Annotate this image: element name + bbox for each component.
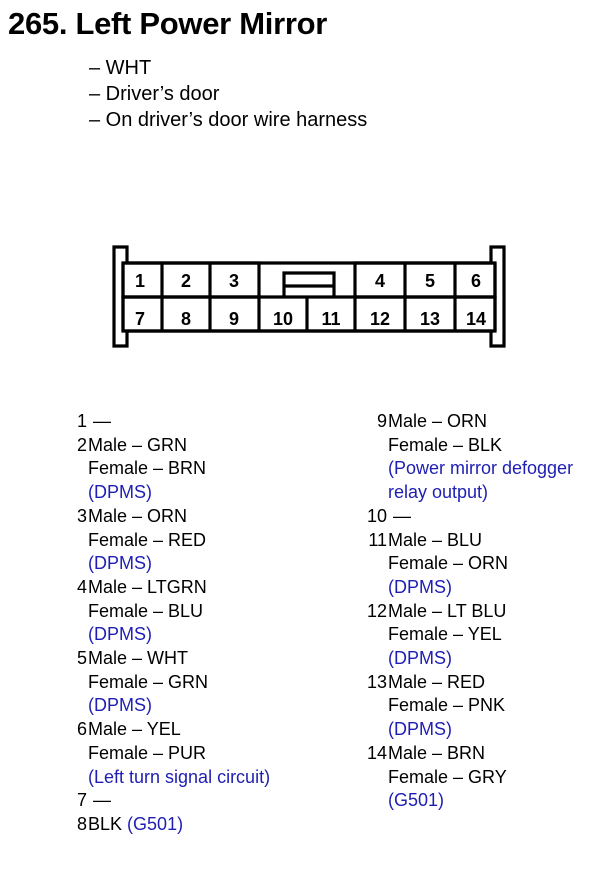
pin-number: 12 (366, 600, 387, 621)
pin-entry (66, 505, 270, 576)
pin-note: relay output) (388, 482, 489, 503)
pin-note: (G501) (388, 790, 445, 811)
pin-wire: Female – BRN (88, 458, 207, 479)
pin-note: (DPMS) (88, 624, 152, 645)
pin-number: 10 (366, 505, 387, 526)
pin-wire: Male – BLU (388, 529, 483, 550)
pin-list-right (356, 410, 573, 813)
pin-note: (Power mirror defogger (388, 458, 574, 479)
pin-wire: — (93, 790, 111, 811)
pin-8-label: 8 (180, 309, 192, 329)
pin-entry (66, 789, 270, 813)
pin-wire: Female – RED (88, 529, 207, 550)
pin-10-label: 10 (272, 309, 294, 329)
pin-wire: Female – GRN (88, 671, 209, 692)
pin-entry (66, 813, 270, 837)
pin-wire: Female – PUR (88, 742, 207, 763)
pin-number: 7 (76, 790, 87, 811)
pin-entry (66, 434, 270, 505)
pin-wire: Female – YEL (388, 624, 502, 645)
pin-wire: Female – ORN (388, 553, 509, 574)
pin-9-label: 9 (228, 309, 240, 329)
pin-entry (356, 505, 573, 529)
pin-note: (DPMS) (88, 695, 152, 716)
pin-note: (Left turn signal circuit) (88, 766, 271, 787)
pin-entry (66, 647, 270, 718)
pin-wire: Male – YEL (88, 719, 181, 740)
pin-3-label: 3 (228, 271, 240, 291)
pin-13-label: 13 (419, 309, 441, 329)
pin-wire: Female – BLK (388, 434, 503, 455)
pin-number: 11 (368, 529, 387, 550)
pin-note: (DPMS) (88, 482, 152, 503)
connector-color: – WHT (89, 57, 152, 79)
connector-diagram (0, 0, 615, 360)
pin-number: 1 (76, 411, 87, 431)
pin-number: 14 (366, 742, 387, 763)
pin-11-label: 11 (321, 309, 341, 329)
pin-14-label: 14 (465, 309, 487, 329)
pin-wire: BLK (88, 813, 123, 834)
pin-note: (G501) (127, 813, 184, 834)
pin-4-label: 4 (374, 271, 386, 291)
pin-note: (DPMS) (388, 576, 452, 597)
pin-wire: Female – PNK (388, 695, 506, 716)
pin-number: 6 (76, 719, 87, 740)
connector-location: – Driver’s door (89, 83, 220, 105)
pin-5-label: 5 (424, 271, 436, 291)
pin-wire: Male – ORN (88, 505, 188, 526)
pin-wire: Female – GRY (388, 766, 507, 787)
pin-number: 8 (76, 813, 87, 834)
pin-12-label: 12 (369, 309, 391, 329)
pin-entry (356, 529, 573, 600)
pin-wire: Male – BRN (388, 742, 486, 763)
pin-entry (356, 671, 573, 742)
pin-entry (66, 576, 270, 647)
pin-entry (356, 410, 573, 505)
pin-entry (356, 742, 573, 813)
pin-7-label: 7 (134, 309, 146, 329)
pin-wire: Female – BLU (88, 600, 204, 621)
pin-number: 2 (76, 434, 87, 455)
pin-wire: Male – ORN (388, 411, 488, 431)
pin-number: 4 (76, 576, 87, 597)
pin-wire: Male – RED (388, 671, 486, 692)
pin-6-label: 6 (470, 271, 482, 291)
page-title: 265. Left Power Mirror (8, 6, 327, 41)
pin-wire: Male – GRN (88, 434, 188, 455)
pin-number: 13 (366, 671, 387, 692)
pin-wire: Male – LTGRN (88, 576, 207, 597)
pin-wire: — (93, 411, 111, 431)
pin-note: (DPMS) (388, 648, 452, 669)
pin-1-label: 1 (134, 271, 146, 291)
pin-list-left (66, 410, 270, 837)
pin-note: (DPMS) (388, 719, 452, 740)
pin-wire: Male – WHT (88, 648, 189, 669)
pin-note: (DPMS) (88, 553, 152, 574)
connector-harness: – On driver’s door wire harness (89, 109, 368, 131)
pin-entry (66, 410, 270, 434)
pin-number: 9 (376, 411, 387, 431)
pin-2-label: 2 (180, 271, 192, 291)
pin-wire: Male – LT BLU (388, 600, 507, 621)
pin-number: 3 (76, 505, 87, 526)
pin-number: 5 (76, 648, 87, 669)
pin-entry (356, 600, 573, 671)
pin-wire: — (393, 505, 411, 526)
pin-entry (66, 718, 270, 789)
